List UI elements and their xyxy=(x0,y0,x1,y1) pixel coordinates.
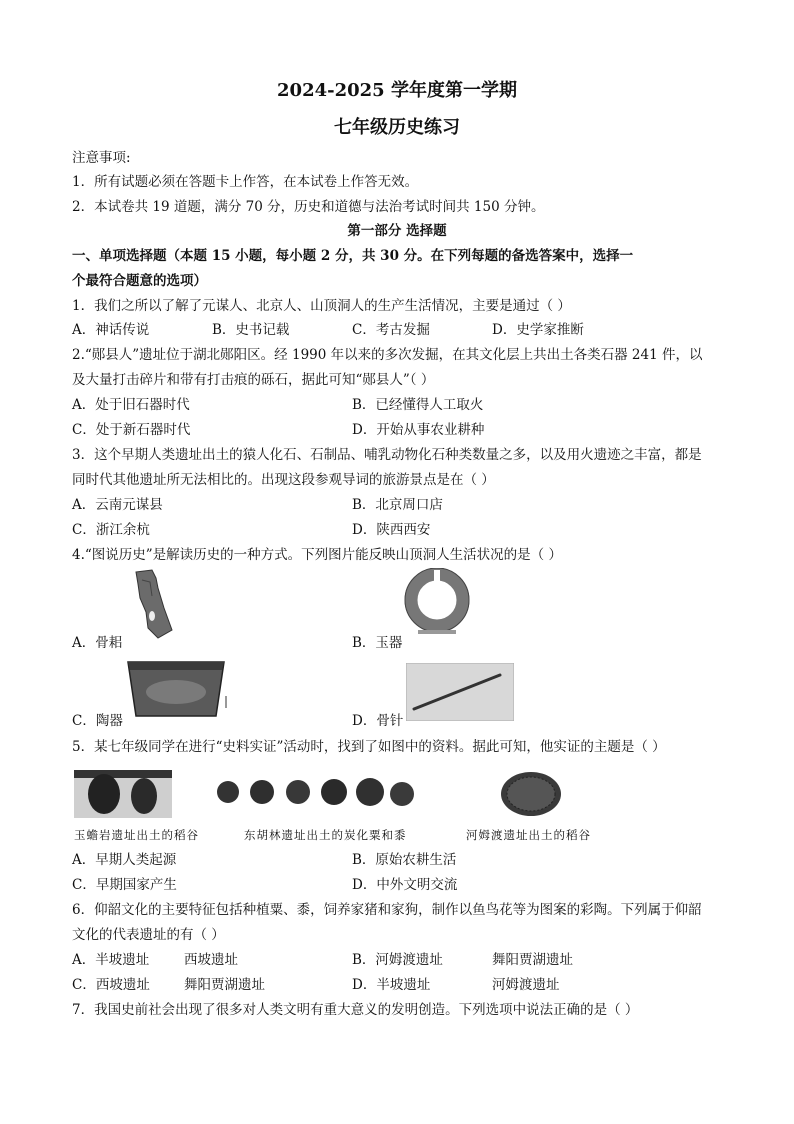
q3-option-d: D．陕西西安 xyxy=(352,522,431,538)
q5-caption-2: 东胡林遗址出土的炭化粟和黍 xyxy=(244,828,407,842)
q6-option-b-site2: 舞阳贾湖遗址 xyxy=(492,952,573,968)
q6-stem-line1: 6．仰韶文化的主要特征包括种植粟、黍，饲养家猪和家狗，制作以鱼鸟花等为图案的彩陶。下列属于仰韶 xyxy=(72,902,702,918)
q6-option-b-site1: B．河姆渡遗址 xyxy=(352,952,443,968)
section-heading-line2: 个最符合题意的选项） xyxy=(72,273,207,289)
exam-title: 2024-2025 学年度第一学期 xyxy=(277,80,517,101)
jade-ring-image xyxy=(404,568,470,636)
q4-stem: 4.“图说历史”是解读历史的一种方式。下列图片能反映山顶洞人生活状况的是（ ） xyxy=(72,547,562,563)
q5-stem: 5．某七年级同学在进行“史料实证”活动时，找到了如图中的资料。据此可知，他实证的主题是（ ） xyxy=(72,739,666,755)
q1-option-a: A．神话传说 xyxy=(72,322,150,338)
bone-needle-image xyxy=(406,663,514,721)
notice-heading: 注意事项: xyxy=(72,150,131,166)
q3-option-c: C．浙江余杭 xyxy=(72,522,150,538)
q5-caption-1: 玉蟾岩遗址出土的稻谷 xyxy=(74,828,199,842)
q6-option-c-site1: C．西坡遗址 xyxy=(72,977,150,993)
q2-option-a: A．处于旧石器时代 xyxy=(72,397,190,413)
q4-option-b: B．玉器 xyxy=(352,635,403,651)
q1-option-d: D．史学家推断 xyxy=(492,322,584,338)
q2-option-c: C．处于新石器时代 xyxy=(72,422,191,438)
q6-stem-line2: 文化的代表遗址的有（ ） xyxy=(72,927,225,943)
q6-option-d-site1: D．半坡遗址 xyxy=(352,977,431,993)
q5-option-a: A．早期人类起源 xyxy=(72,852,177,868)
q5-caption-3: 河姆渡遗址出土的稻谷 xyxy=(466,828,591,842)
q6-option-a-site2: 西坡遗址 xyxy=(184,952,238,968)
q3-option-a: A．云南元谋县 xyxy=(72,497,163,513)
q2-stem-line2: 及大量打击碎片和带有打击痕的砾石，据此可知“郧县人”（ ） xyxy=(72,372,435,388)
section-heading-line1: 一、单项选择题（本题 15 小题，每小题 2 分，共 30 分。在下列每题的备选答案中，选择一 xyxy=(72,248,634,264)
millet-grains-image xyxy=(210,772,414,814)
q5-option-b: B．原始农耕生活 xyxy=(352,852,457,868)
q2-option-b: B．已经懂得人工取火 xyxy=(352,397,484,413)
q2-option-d: D．开始从事农业耕种 xyxy=(352,422,485,438)
q6-option-d-site2: 河姆渡遗址 xyxy=(492,977,560,993)
rice-grains-image-1 xyxy=(74,770,172,818)
q4-option-a: A．骨耜 xyxy=(72,635,123,651)
q1-option-c: C．考古发掘 xyxy=(352,322,430,338)
rice-grains-image-2 xyxy=(498,770,564,818)
q6-option-a-site1: A．半坡遗址 xyxy=(72,952,150,968)
pottery-bowl-image xyxy=(124,658,228,720)
q7-stem: 7．我国史前社会出现了很多对人类文明有重大意义的发明创造。下列选项中说法正确的是（ ） xyxy=(72,1002,639,1018)
q1-option-b: B．史书记载 xyxy=(212,322,290,338)
q1-stem: 1．我们之所以了解了元谋人、北京人、山顶洞人的生产生活情况，主要是通过（ ） xyxy=(72,298,571,314)
q3-stem-line1: 3．这个早期人类遗址出土的猿人化石、石制品、哺乳动物化石种类数量之多，以及用火遗迹之丰富，都是 xyxy=(72,447,702,463)
q2-stem-line1: 2.“郧县人”遗址位于湖北郧阳区。经 1990 年以来的多次发掘，在其文化层上共出土各类石器 241 件，以 xyxy=(72,347,703,363)
q5-option-d: D．中外文明交流 xyxy=(352,877,458,893)
q4-option-d: D．骨针 xyxy=(352,713,404,729)
q6-option-c-site2: 舞阳贾湖遗址 xyxy=(184,977,265,993)
q5-option-c: C．早期国家产生 xyxy=(72,877,177,893)
exam-subtitle: 七年级历史练习 xyxy=(334,117,460,138)
notice-item-1: 1．所有试题必须在答题卡上作答，在本试卷上作答无效。 xyxy=(72,174,419,190)
part-heading: 第一部分 选择题 xyxy=(347,223,447,239)
q3-option-b: B．北京周口店 xyxy=(352,497,443,513)
q3-stem-line2: 同时代其他遗址所无法相比的。出现这段参观导词的旅游景点是在（ ） xyxy=(72,472,495,488)
notice-item-2: 2．本试卷共 19 道题，满分 70 分，历史和道德与法治考试时间共 150 分钟。 xyxy=(72,199,545,215)
q4-option-c: C．陶器 xyxy=(72,713,123,729)
bone-spade-image xyxy=(128,568,178,640)
